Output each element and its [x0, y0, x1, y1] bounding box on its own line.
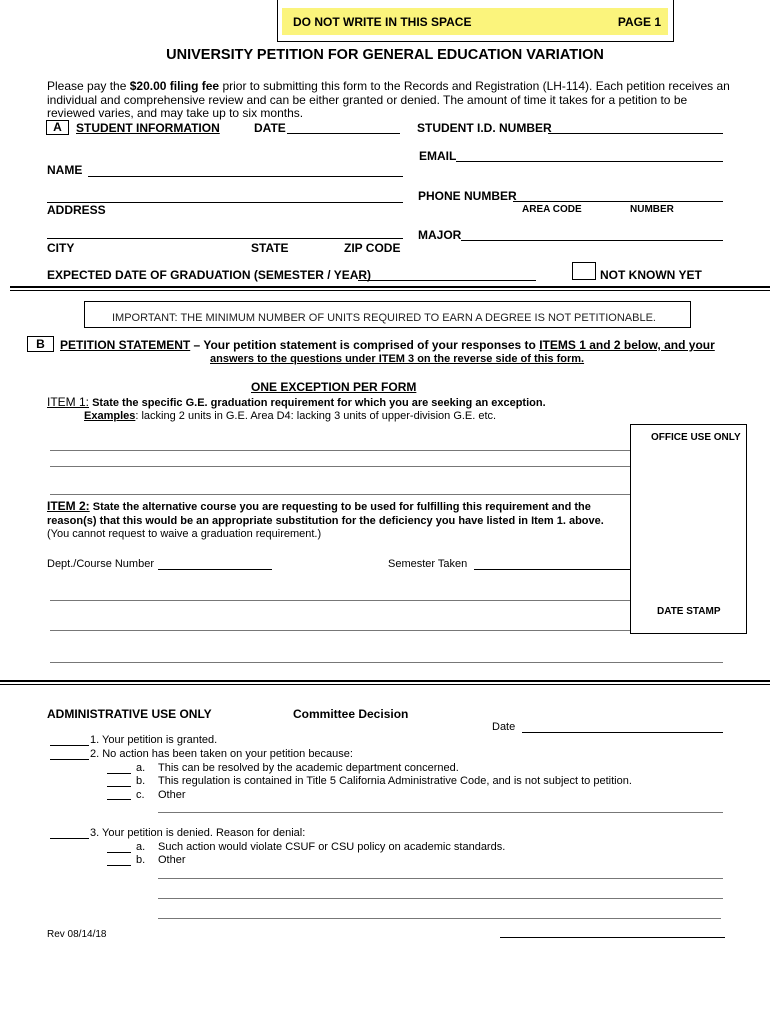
item1-answer-line-2[interactable] [50, 466, 630, 467]
item1-answer-line-1[interactable] [50, 450, 630, 451]
address-field[interactable] [47, 238, 403, 239]
no-action-c-blank[interactable] [107, 799, 131, 800]
denied-b-text: Other [158, 854, 186, 866]
no-action-a-text: This can be resolved by the academic department concerned. [158, 762, 459, 774]
petition-statement-intro: PETITION STATEMENT – Your petition statement is comprised of your responses to ITEMS 1 and 2 below, and your [60, 338, 715, 352]
important-note: IMPORTANT: THE MINIMUM NUMBER OF UNITS REQUIRED TO EARN A DEGREE IS NOT PETITIONABLE. [112, 312, 656, 324]
semester-taken-label: Semester Taken [388, 558, 468, 570]
office-use-label: OFFICE USE ONLY [651, 432, 741, 443]
section-b-letter: B [27, 336, 54, 352]
address-label: ADDRESS [47, 203, 106, 217]
state-label: STATE [251, 241, 289, 255]
semester-taken-field[interactable] [474, 569, 630, 570]
other-reason-line[interactable] [158, 812, 723, 813]
admin-date-field[interactable] [522, 732, 723, 733]
major-label: MAJOR [418, 228, 462, 242]
graduation-date-field[interactable] [358, 280, 536, 281]
no-action-b-text: This regulation is contained in Title 5 California Administrative Code, and is not subject to petition. [158, 775, 632, 787]
area-code-label: AREA CODE [522, 204, 582, 215]
phone-number-label: PHONE NUMBER [418, 189, 517, 203]
student-id-field[interactable] [548, 133, 723, 134]
examples-text: Examples: lacking 2 units in G.E. Area D4: lacking 3 units of upper-division G.E. etc. [84, 410, 497, 422]
city-label: CITY [47, 241, 75, 255]
signature-line[interactable] [500, 937, 725, 938]
do-not-write-label: DO NOT WRITE IN THIS SPACE [293, 15, 472, 29]
denied-b-blank[interactable] [107, 865, 131, 866]
one-exception-heading: ONE EXCEPTION PER FORM [251, 380, 417, 394]
examples-label: Examples [84, 410, 136, 422]
no-action-blank[interactable] [50, 759, 89, 760]
admin-date-label: Date [492, 721, 516, 733]
denial-reason-line-3[interactable] [158, 918, 721, 919]
petition-denied-option: 3. Your petition is denied. Reason for denial: [90, 827, 306, 839]
filing-fee: $20.00 filing fee [129, 79, 220, 93]
item1-statement: ITEM 1: State the specific G.E. graduation requirement for which you are seeking an exception. [47, 395, 546, 409]
committee-decision-heading: Committee Decision [293, 707, 409, 721]
date-stamp-label: DATE STAMP [657, 606, 721, 617]
no-action-c-text: Other [158, 789, 186, 801]
no-action-a-letter: a. [136, 762, 146, 774]
page-title: UNIVERSITY PETITION FOR GENERAL EDUCATION VARIATION [166, 47, 604, 63]
section-separator-top-thin [10, 290, 770, 291]
petition-statement-heading: PETITION STATEMENT [60, 338, 191, 352]
granted-blank[interactable] [50, 745, 89, 746]
item2-label: ITEM 2: [47, 499, 90, 513]
item1-label: ITEM 1: [47, 395, 90, 409]
petition-statement-line2: answers to the questions under ITEM 3 on the reverse side of this form. [210, 353, 585, 365]
item1-answer-line-3[interactable] [50, 494, 630, 495]
petition-granted-option: 1. Your petition is granted. [90, 734, 218, 746]
number-label: NUMBER [630, 204, 674, 215]
major-field[interactable] [461, 240, 723, 241]
no-action-c-letter: c. [136, 789, 145, 801]
intro-paragraph: Please pay the $20.00 filing fee prior to submitting this form to the Records and Registration (LH-114). Each petition receives an individual and comprehensive review and can be either granted or denied. The amount of time it takes for a petition to be reviewed varies, and may take up to six months. [47, 79, 730, 120]
no-action-b-letter: b. [136, 775, 146, 787]
name-label: NAME [47, 163, 83, 177]
student-id-label: STUDENT I.D. NUMBER [417, 121, 552, 135]
denied-a-text: Such action would violate CSUF or CSU policy on academic standards. [158, 841, 506, 853]
denied-a-letter: a. [136, 841, 146, 853]
section-a-letter: A [46, 120, 69, 135]
revision-date: Rev 08/14/18 [47, 929, 107, 940]
zip-code-label: ZIP CODE [344, 241, 401, 255]
no-action-a-blank[interactable] [107, 773, 131, 774]
email-label: EMAIL [419, 149, 457, 163]
item2-answer-line-3[interactable] [50, 662, 723, 663]
denied-b-letter: b. [136, 854, 146, 866]
item2-answer-line-2[interactable] [50, 630, 630, 631]
phone-number-field[interactable] [513, 201, 723, 202]
page-label: PAGE 1 [617, 15, 661, 29]
item2-note: (You cannot request to waive a graduation requirement.) [47, 528, 322, 540]
denied-blank[interactable] [50, 838, 89, 839]
denial-reason-line-2[interactable] [158, 898, 723, 899]
denial-reason-line-1[interactable] [158, 878, 723, 879]
no-action-option: 2. No action has been taken on your petition because: [90, 748, 353, 760]
name-field[interactable] [88, 176, 403, 177]
dept-course-field[interactable] [158, 569, 272, 570]
not-known-yet-checkbox[interactable] [572, 262, 596, 280]
header-banner [282, 8, 668, 35]
admin-use-heading: ADMINISTRATIVE USE ONLY [47, 707, 212, 721]
no-action-b-blank[interactable] [107, 786, 131, 787]
date-field[interactable] [287, 133, 400, 134]
student-information-heading: STUDENT INFORMATION [76, 121, 220, 135]
date-label: DATE [254, 121, 286, 135]
denied-a-blank[interactable] [107, 852, 131, 853]
graduation-date-label: EXPECTED DATE OF GRADUATION (SEMESTER / YEAR) [47, 268, 372, 282]
section-separator-bottom-thin [0, 684, 770, 685]
dept-course-label: Dept./Course Number [47, 558, 154, 570]
section-separator-top [10, 286, 770, 288]
office-use-box [630, 424, 747, 634]
section-separator-bottom [0, 680, 770, 682]
not-known-yet-label: NOT KNOWN YET [600, 268, 702, 282]
item2-answer-line-1[interactable] [50, 600, 630, 601]
item2-statement: ITEM 2: State the alternative course you are requesting to be used for fulfilling this requirement and the reason(s) that this would be an appropriate substitution for the deficiency you have listed in Item 1. above. (You cannot request to waive a graduation requirement.) [47, 499, 604, 540]
email-field[interactable] [456, 161, 723, 162]
